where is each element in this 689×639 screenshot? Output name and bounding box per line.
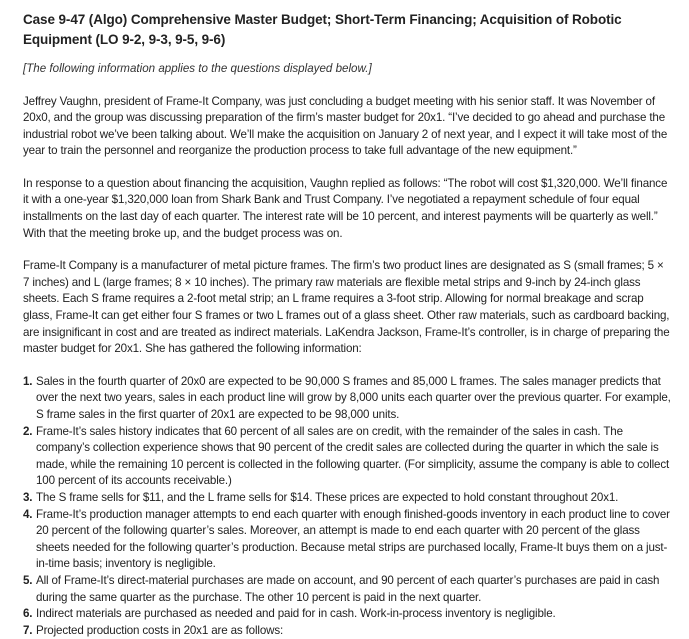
item-text: Sales in the fourth quarter of 20x0 are expected to be 90,000 S frames and 85,000 L frames. The sales manager predicts that over the next two years, sales in each product line will grow by 8,000 units each quarter over the previous quarter. For example, S frame sales in the first quarter of 20x1 are expected to be 98,000 units. — [36, 374, 671, 421]
list-item — [23, 490, 673, 507]
list-item — [23, 573, 673, 606]
list-item — [23, 623, 673, 639]
information-list — [23, 374, 673, 639]
item-text: The S frame sells for $11, and the L frame sells for $14. These prices are expected to hold constant throughout 20x1. — [36, 490, 619, 504]
list-item — [23, 424, 673, 490]
item-text: Frame-It’s production manager attempts to end each quarter with enough finished-goods inventory in each product line to cover 20 percent of the following quarter’s sales. Moreover, an attempt is made to end each quarter with 20 percent of the glass sheets needed for the following quarter’s production. Because metal strips are purchased locally, Frame-It buys them on a just-in-time basis; inventory is negligible. — [36, 507, 670, 571]
list-item — [23, 507, 673, 573]
item-number: 5. — [23, 573, 33, 587]
item-text: All of Frame-It’s direct-material purchases are made on account, and 90 percent of each quarter’s purchases are paid in cash during the same quarter as the purchase. The other 10 percent is paid in the next quarter. — [36, 573, 660, 604]
item-number: 4. — [23, 507, 33, 521]
item-number: 1. — [23, 374, 33, 388]
list-item — [23, 374, 673, 424]
item-number: 2. — [23, 424, 33, 438]
item-text: Projected production costs in 20x1 are as follows: — [36, 623, 284, 637]
intro-note: [The following information applies to the questions displayed below.] — [23, 62, 372, 75]
paragraph-3: Frame-It Company is a manufacturer of metal picture frames. The firm’s two product lines are designated as S (small frames; 5 × 7 inches) and L (large frames; 8 × 10 inches). The primary raw materials are flexible metal strips and 9-inch by 24-inch glass sheets. Each S frame requires a 2-foot metal strip; an L frame requires a 3-foot strip. Allowing for normal breakage and scrap glass, Frame-It can get either four S frames or two L frames out of a glass sheet. Other raw materials, such as cardboard backing, are insignificant in cost and are treated as indirect materials. LaKendra Jackson, Frame-It’s controller, is in charge of preparing the master budget for 20x1. She has gathered the following information: — [23, 259, 670, 356]
item-number: 3. — [23, 490, 33, 504]
list-item — [23, 606, 673, 623]
case-title: Case 9-47 (Algo) Comprehensive Master Budget; Short-Term Financing; Acquisition of Robotic Equipment (LO 9-2, 9-3, 9-5, 9-6) — [23, 12, 622, 47]
item-text: Indirect materials are purchased as needed and paid for in cash. Work-in-process inventory is negligible. — [36, 607, 556, 621]
item-text: Frame-It’s sales history indicates that 60 percent of all sales are on credit, with the remainder of the sales in cash. The company’s collection experience shows that 90 percent of the credit sales are collected during the quarter in which the sale is made, while the remaining 10 percent is collected in the following quarter. (For simplicity, assume the company is able to collect 100 percent of its accounts receivable.) — [36, 424, 670, 488]
case-document — [23, 10, 673, 639]
item-number: 7. — [23, 623, 33, 637]
item-number: 6. — [23, 607, 33, 621]
paragraph-1: Jeffrey Vaughn, president of Frame-It Company, was just concluding a budget meeting with his senior staff. It was November of 20x0, and the group was discussing preparation of the firm’s master budget for 20x1. “I’ve decided to go ahead and purchase the industrial robot we’ve been talking about. We’ll make the acquisition on January 2 of next year, and I expect it will take most of the year to train the personnel and reorganize the production process to take full advantage of the new equipment.” — [23, 94, 668, 158]
paragraph-2: In response to a question about financing the acquisition, Vaughn replied as follows: “The robot will cost $1,320,000. We’ll finance it with a one-year $1,320,000 loan from Shark Bank and Trust Company. I’ve negotiated a repayment schedule of four equal installments on the last day of each quarter. The interest rate will be 10 percent, and interest payments will be quarterly as well.” With that the meeting broke up, and the budget process was on. — [23, 176, 668, 240]
